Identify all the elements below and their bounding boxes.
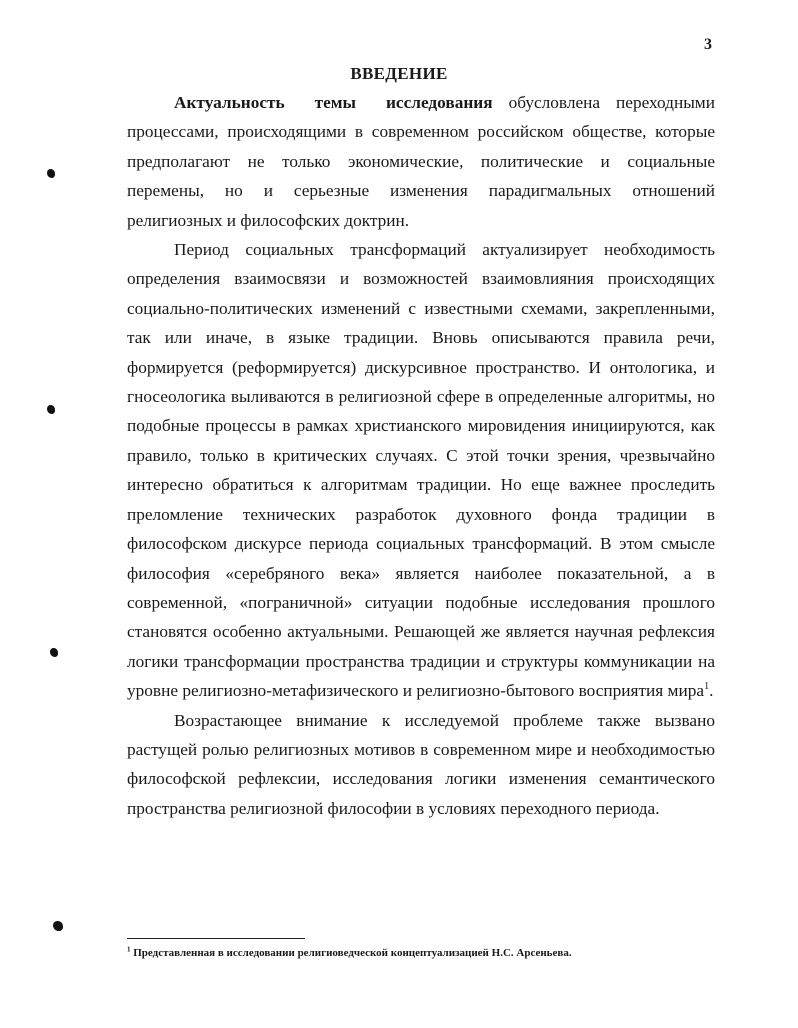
paragraph-2-text: Период социальных трансформаций актуализирует необходимость определения взаимосвязи и возможностей взаимовлияния происходящих социально-политических изменений с известными схемами, закрепленными, так или иначе, в языке традиции. Вновь описываются правила речи, формируется (реформируется) дискурсивное пространство. И онтологика, и гносеологика выливаются в религиозной сфере в определенные алгоритмы, но подобные процессы в рамках христианского мировидения инициируются, как правило, только в критических случаях. С этой точки зрения, чрезвычайно интересно обратиться к алгоритмам традиции. Но еще важнее проследить преломление технических разработок духовного фонда традиции в философском дискурсе периода социальных трансформаций. В этом смысле философия «серебряного века» является наиболее показательной, а в современной, «пограничной» ситуации подобные исследования прошлого становятся особенно актуальными. Решающей же является научная рефлексия логики трансформации пространства традиции и структуры коммуникации на уровне религиозно-метафизического и религиозно-бытового восприятия мира [127,240,715,701]
footnote-text: Представленная в исследовании религиоведческой концептуализацией Н.С. Арсеньева. [130,947,572,959]
paragraph-1-text: обусловлена переходными процессами, происходящими в современном российском обществе, которые предполагают не только экономические, политические и социальные перемены, но и серьезные изменения парадигмальных отношений религиозных и философских доктрин. [127,93,715,230]
scan-binding-mark [47,405,55,414]
scan-binding-mark [50,648,58,657]
paragraph-1 [127,88,715,235]
footnote-divider [127,938,305,939]
footnote-marker: 1 [127,945,131,954]
footnote-reference: 1 [704,681,710,693]
paragraph-3 [127,706,715,824]
relevance-lead: Актуальность темы исследования [174,93,493,112]
scan-binding-mark [47,169,55,178]
paragraph-2-end: . [709,681,714,701]
paragraph-2 [127,235,715,706]
page-number: 3 [704,36,712,53]
scan-binding-mark [53,921,63,931]
paragraph-3-text: Возрастающее внимание к исследуемой проблеме также вызвано растущей ролью религиозных мотивов в современном мире и необходимостью философской рефлексии, исследования логики изменения семантического пространства религиозной философии в условиях переходного периода. [127,710,715,818]
section-heading: ВВЕДЕНИЕ [350,64,448,83]
footnote [127,947,727,959]
body-text [127,88,715,823]
